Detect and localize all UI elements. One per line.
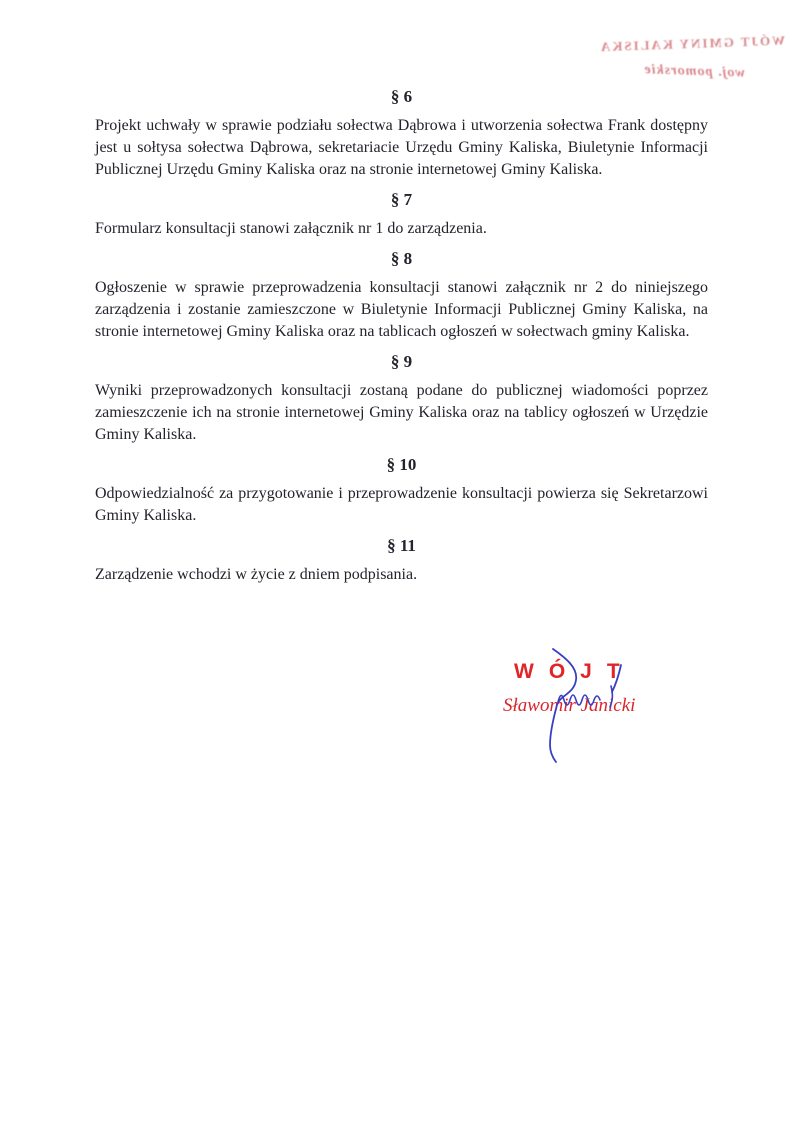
section-heading: § 6: [390, 87, 413, 106]
signature-hook-stroke: [610, 686, 612, 707]
section-heading: § 9: [390, 352, 413, 371]
handwritten-signature-ink: [478, 640, 708, 780]
signature-t-slash-stroke: [612, 665, 621, 692]
section-heading: § 10: [386, 455, 417, 474]
section-11: [95, 535, 708, 586]
section-6: [95, 86, 708, 181]
section-heading: § 7: [390, 190, 413, 209]
section-body: Odpowiedzialność za przygotowanie i przeprowadzenie konsultacji powierza się Sekretarzowi Gminy Kaliska.: [95, 485, 708, 524]
section-body: Ogłoszenie w sprawie przeprowadzenia konsultacji stanowi załącznik nr 2 do niniejszego zarządzenia i zostanie zamieszczone w Biuletynie Informacji Publicznej Gminy Kaliska, na stronie internetowej Gminy Kaliska oraz na tablicach ogłoszeń w sołectwach gminy Kaliska.: [95, 279, 708, 340]
section-body: Projekt uchwały w sprawie podziału sołectwa Dąbrowa i utworzenia sołectwa Frank dostępny jest u sołtysa sołectwa Dąbrowa, sekretariacie Urzędu Gminy Kaliska, Biuletynie Informacji Publicznej Urzędu Gminy Kaliska oraz na stronie internetowej Gminy Kaliska.: [95, 117, 708, 178]
section-body: Zarządzenie wchodzi w życie z dniem podpisania.: [95, 566, 418, 583]
signature-block: [478, 640, 708, 780]
wojt-stamp-name: Sławomir Janicki: [503, 695, 636, 716]
section-9: [95, 351, 708, 446]
section-body: Formularz konsultacji stanowi załącznik nr 1 do zarządzenia.: [95, 220, 487, 237]
section-7: [95, 189, 708, 240]
stamp-bleedthrough-line2: woj. pomorskie: [643, 62, 745, 81]
section-10: [95, 454, 708, 527]
section-8: [95, 248, 708, 343]
section-body: Wyniki przeprowadzonych konsultacji zostaną podane do publicznej wiadomości poprzez zamieszczenie ich na stronie internetowej Gminy Kaliska oraz na tablicy ogłoszeń w Urzędzie Gminy Kaliska.: [95, 382, 708, 443]
wojt-stamp-title: WÓJT: [514, 660, 635, 683]
document-body: [95, 0, 708, 586]
stamp-bleedthrough-line1: WÓJT GMINY KALISKA: [598, 32, 786, 55]
signature-main-stroke: [550, 649, 576, 762]
section-heading: § 8: [390, 249, 413, 268]
section-heading: § 11: [387, 536, 416, 555]
